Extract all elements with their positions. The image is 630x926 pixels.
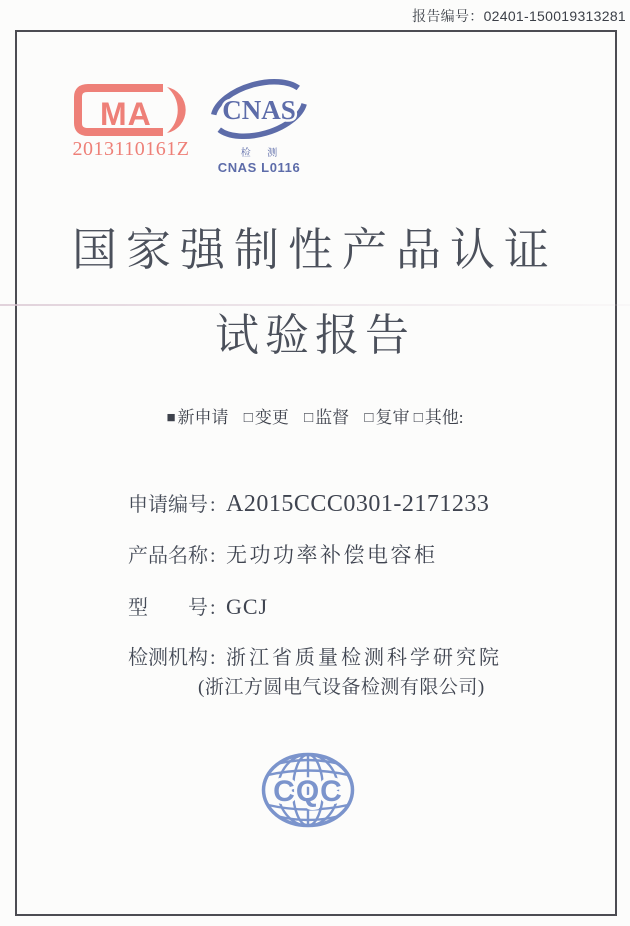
checkbox-item-supervision <box>304 403 349 428</box>
checkbox-item-change <box>244 403 289 428</box>
field-colon: : <box>210 494 216 516</box>
model-value: GCJ <box>226 594 269 619</box>
checkbox-empty-icon: □ <box>243 410 253 426</box>
checkbox-label: 新申请 <box>177 408 229 427</box>
application-type-row <box>2 403 628 428</box>
testing-institution-value-block <box>198 644 502 702</box>
report-number-line <box>412 6 626 26</box>
document-subtitle: 试验报告 <box>215 311 415 360</box>
cnas-letters: CNAS <box>222 95 296 125</box>
document-title: 国家强制性产品认证 <box>71 225 558 275</box>
checkbox-empty-icon: □ <box>304 410 314 426</box>
field-row-application-number <box>128 490 598 520</box>
field-label: 产品名称 <box>128 545 208 567</box>
testing-institution-subsidiary: (浙江方圆电气设备检测有限公司) <box>198 677 485 698</box>
cqc-letters: CQC <box>273 775 343 808</box>
field-colon: : <box>210 545 216 567</box>
checkbox-label: 变更 <box>254 408 289 427</box>
field-colon: : <box>210 647 216 669</box>
cnas-accreditation-number: CNAS L0116 <box>217 160 301 175</box>
checkbox-label: 复审 <box>375 408 410 427</box>
field-row-testing-institution <box>128 644 598 702</box>
cma-logo-block <box>70 83 192 161</box>
field-label: 型号 <box>128 597 208 619</box>
product-name-value: 无功功率补偿电容柜 <box>226 543 438 567</box>
checkbox-item-new-application <box>166 403 228 428</box>
cqc-logo-block <box>261 752 355 828</box>
field-label: 检测机构 <box>128 647 208 669</box>
field-label: 申请编号 <box>128 494 208 516</box>
checkbox-item-review <box>364 403 409 428</box>
fields-section <box>128 490 598 723</box>
report-number-value: 02401-150019313281 <box>483 8 626 24</box>
checkbox-item-other <box>414 403 464 428</box>
cma-letters: MA <box>100 96 152 132</box>
cnas-logo-block <box>203 75 315 175</box>
report-number-label: 报告编号： <box>412 8 484 24</box>
checkbox-empty-icon: □ <box>413 410 423 426</box>
cnas-logo-icon <box>208 75 310 143</box>
checkbox-label: 其他: <box>424 408 464 427</box>
field-row-model <box>128 592 598 623</box>
checkbox-empty-icon: □ <box>364 410 374 426</box>
field-colon: : <box>210 597 216 619</box>
checkbox-filled-icon: ■ <box>166 410 176 426</box>
testing-institution-value: 浙江省质量检测科学研究院 <box>226 647 502 669</box>
cma-logo-icon <box>74 83 188 137</box>
field-row-product-name <box>128 541 598 571</box>
cnas-caption: 检 测 <box>240 148 285 159</box>
application-number-value: A2015CCC0301-2171233 <box>226 491 490 517</box>
checkbox-label: 监督 <box>315 408 350 427</box>
cma-certificate-number: 2013110161Z <box>72 138 190 160</box>
cqc-globe-icon <box>261 752 355 828</box>
